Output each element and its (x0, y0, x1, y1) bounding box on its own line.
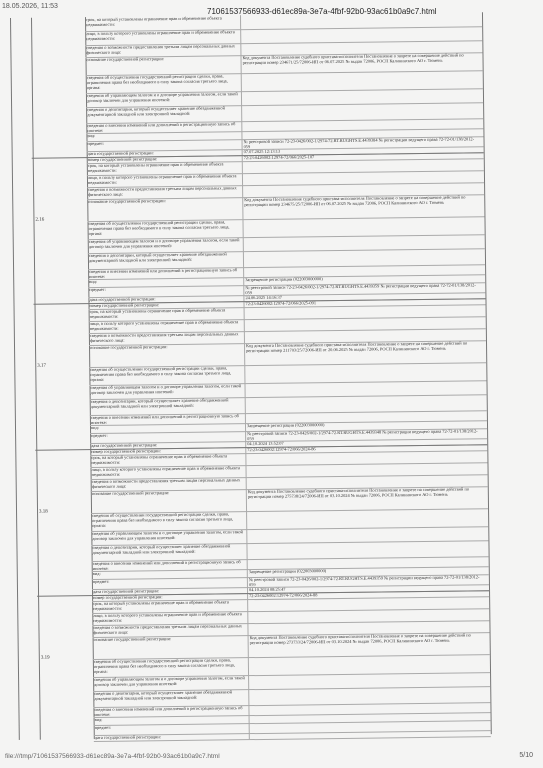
row-label: лицо, в пользу которого установлены ограничение прав и обременение объекта недвижимости: (86, 29, 241, 45)
row-label: лицо, в пользу которого установлены ограничение прав и обременение объекта недвижимости: (91, 465, 246, 479)
file-path: file:///tmp/71061537566933-d61ec89a-3e7a-4fbf-92b0-93ac61b0a9c7.html (5, 753, 220, 760)
row-label: основание государственной регистрации: (86, 55, 241, 75)
page-number: 5/10 (519, 752, 533, 759)
row-label: сведения об управляющем залогом и о договоре управления залогом, если такой договор заключен для управления ипотекой: (89, 237, 244, 253)
row-label: сведения о внесении изменений или дополнений в регистрационную запись об ипотеке: (93, 559, 248, 571)
row-label: срок, на который установлены ограничение прав и обременение объекта недвижимости: (91, 453, 246, 467)
row-label: сведения о внесении изменений или дополнений в регистрационную запись об ипотеке: (94, 705, 249, 717)
row-value: № реестровой записи 72-23-0426/002-1/2974-72.RT.RUGHTS.E.4439359 № регистрации ведущего права 72-72-01/138/2012-059 (245, 282, 476, 296)
row-label: сведения об управляющем залогом и о договоре управления залогом, если такой договор заключен для управления ипотекой: (92, 529, 247, 545)
row-label: вид: (89, 277, 244, 287)
row-label: дата государственной регистрации: (95, 733, 250, 741)
row-label: предмет: (89, 285, 244, 297)
row-label: сведения о возможности предоставления третьим лицам персональных данных физического лица: (88, 185, 243, 199)
section-number: 3.18 (39, 509, 48, 515)
row-label: лицо, в пользу которого установлены ограничение прав и обременение объекта недвижимости: (88, 173, 243, 187)
row-label: дата государственной регистрации: (89, 295, 244, 303)
row-label: дата государственной регистрации: (93, 587, 248, 595)
row-label: срок, на который установлены ограничение прав и обременение объекта недвижимости: (86, 15, 241, 31)
row-value: 04.10.2024 08:25:47 (248, 586, 286, 593)
row-value: 07.07.2025 12:13:13 (243, 148, 281, 155)
row-value: № реестровой записи 72-23-0426/002-1/2974-72.RT.RUGHTS.E.4439348 № регистрации ведущего права 72-72-01/138/2012-059 (247, 428, 478, 442)
row-label: дата государственной регистрации: (91, 441, 246, 449)
row-label: срок, на который установлены ограничение прав и обременение объекта недвижимости: (90, 307, 245, 321)
row-label: сведения о депозитарии, который осуществляет хранение обездвиженной документарной закладной или электронной закладной: (92, 543, 247, 561)
row-label: основание государственной регистрации: (88, 197, 243, 221)
row-label: номер государственной регистрации: (88, 155, 243, 163)
row-label: сведения о депозитарии, который осуществляет хранение обездвиженной документарной закладной или электронной закладной: (91, 397, 246, 415)
row-label: сведения о внесении изменений или дополнений в регистрационную запись об ипотеке: (87, 121, 242, 133)
row-label: основание государственной регистрации: (90, 343, 245, 367)
print-timestamp: 18.05.2026, 11:53 (2, 3, 58, 10)
scanned-register-table (10, 12, 491, 740)
row-label: сведения о депозитарии, который осуществляет хранение обездвиженной документарной закладной или электронной закладной: (89, 251, 244, 269)
row-label: срок, на который установлены ограничение прав и обременение объекта недвижимости: (93, 599, 248, 613)
row-label: номер государственной регистрации: (93, 593, 248, 601)
row-label: вид: (95, 715, 250, 725)
row-label: сведения об осуществлении государственной регистрации сделки, права, ограничения права без необходимого в силу закона согласия третьего лица, органа: (90, 365, 245, 385)
row-label: вид: (93, 569, 248, 579)
row-label: сведения о внесении изменений или дополнений в регистрационную запись об ипотеке: (89, 267, 244, 279)
row-label: лицо, в пользу которого установлены ограничение прав и обременение объекта недвижимости: (93, 611, 248, 625)
row-label: лицо, в пользу которого установлены ограничение прав и обременение объекта недвижимости: (90, 319, 245, 333)
row-value: 72:23:0426002:12974-72/066/2025-107 (243, 154, 315, 161)
document-title: 71061537566933-d61ec89a-3e7a-4fbf-92b0-93ac61b0a9c7.html (207, 7, 437, 16)
row-label: сведения о возможности предоставления третьим лицам персональных данных физического лица: (93, 623, 248, 637)
row-label: сведения об управляющем залогом и о договоре управления залогом, если такой договор заключен для управления ипотекой: (87, 91, 242, 107)
row-value: Код документа Постановление судебного пристава-исполнителя Постановление о запрете на совершение действий по регистрации номер 211703/25/72006-ИП от 20.06.2025 № выдан 72006, РОСП Калининского АО г. Тюмень (245, 340, 468, 354)
section-number: 3.17 (37, 363, 47, 369)
row-label: дата государственной регистрации: (88, 149, 243, 157)
row-label: номер государственной регистрации: (89, 301, 244, 309)
row-label: сведения об управляющем залогом и о договоре управления залогом, если такой договор заключен для управления ипотекой: (90, 383, 245, 399)
row-label: сведения о депозитарии, который осуществляет хранение обездвиженной документарной закладной или электронной закладной: (94, 689, 249, 707)
row-label: вид: (87, 131, 242, 141)
row-value: 04.10.2024 13:52:07 (247, 440, 284, 447)
row-label: предмет: (95, 723, 250, 735)
row-label: предмет: (88, 139, 243, 151)
table-rows (85, 12, 492, 739)
row-label: сведения о возможности предоставления третьим лицам персональных данных физического лица: (86, 43, 241, 57)
row-value: Запрещение регистрации (022003000000) (245, 276, 323, 283)
row-value: 72:23:0426002:12974-72/066/2025-091 (245, 300, 317, 307)
row-value: 72:23:0426002:12974-72/066/2024-86 (247, 446, 316, 453)
row-label: сведения о внесении изменений или дополнений в регистрационную запись об ипотеке: (91, 413, 246, 425)
row-label: основание государственной регистрации: (94, 635, 249, 659)
column-section (30, 17, 95, 740)
row-label: сведения о депозитарии, который осуществляет хранение обездвиженной документарной закладной или электронной закладной: (87, 105, 242, 123)
row-value: 24.06.2025 14:16:37 (245, 294, 282, 301)
row-value: Код документа Постановление судебного пристава-исполнителя Постановление о запрете на совершение действий по регистрации номер 234671/25/72006-ИП от 06.07.2025 № выдан 72006, РОСП Калининского АО г. Тюмень (242, 52, 464, 66)
row-value: Запрещение регистрации (022003000000) (246, 422, 325, 429)
row-label: основание государственной регистрации: (92, 489, 247, 513)
row-value: 72:23:0426002:12974-72/066/2024-88 (249, 592, 318, 599)
row-label: предмет: (93, 577, 248, 589)
browser-print-footer (0, 742, 543, 768)
row-label: сведения об осуществлении государственной регистрации сделки, права, ограничения права без необходимого в силу закона согласия третьего лица, органа: (92, 511, 247, 531)
section-number: 2.16 (35, 217, 45, 223)
row-label: предмет: (91, 431, 246, 443)
row-label: сведения о возможности предоставления третьим лицам персональных данных физического лица: (92, 477, 247, 491)
row-value: Код документа Постановление судебного пристава-исполнителя Постановление о запрете на совершение действий по регистрации номер 273733/24/72006-ИП от 03.10.2024 № выдан 72006, РОСП Калининского АО г. Тюмень (249, 632, 471, 646)
row-label: сведения об осуществлении государственной регистрации сделки, права, ограничения права без необходимого в силу закона согласия третьего лица, органа: (94, 657, 249, 677)
row-value: Код документа Постановление судебного пристава-исполнителя Постановление о запрете на совершение действий по регистрации номер 275738/24/72006-ИП от 03.10.2024 № выдан 72006, РОСП Калининского АО г. Тюмень (247, 486, 470, 500)
row-label: сведения об осуществлении государственной регистрации сделки, права, ограничения права без необходимого в силу закона согласия третьего лица, органа: (88, 219, 243, 239)
row-label: номер государственной регистрации: (91, 447, 246, 455)
row-label: сведения о возможности предоставления третьим лицам персональных данных физического лица: (90, 331, 245, 345)
row-label: вид: (91, 423, 246, 433)
row-label: сведения об управляющем залогом и о договоре управления залогом, если такой договор заключен для управления ипотекой: (94, 675, 249, 691)
row-label: срок, на который установлены ограничение прав и обременение объекта недвижимости: (88, 161, 243, 175)
row-value: Код документа Постановление судебного пристава-исполнителя Постановление о запрете на совершение действий по регистрации номер 234675/25/72006-ИП от 06.07.2025 № выдан 72006, РОСП Калининского АО г. Тюмень (244, 194, 466, 208)
row-value: № реестровой записи 72-23-0426/002-1/2974-72.RT.RUGHTS.E.4439359 № регистрации ведущего права 72-72-01/138/2012-059 (248, 574, 480, 588)
row-label: сведения об осуществлении государственной регистрации сделки, права, ограничения права без необходимого в силу закона согласия третьего лица, органа: (87, 73, 242, 93)
row-value: Запрещение регистрации (022003000000) (248, 568, 327, 575)
row-value: № реестровой записи 72-23-0426/002-1/2974-72.RT.RUGHTS.E.4439384 № регистрации ведущего права 72-72-01/138/2012-059 (243, 136, 475, 150)
section-number: 3.19 (40, 655, 50, 661)
